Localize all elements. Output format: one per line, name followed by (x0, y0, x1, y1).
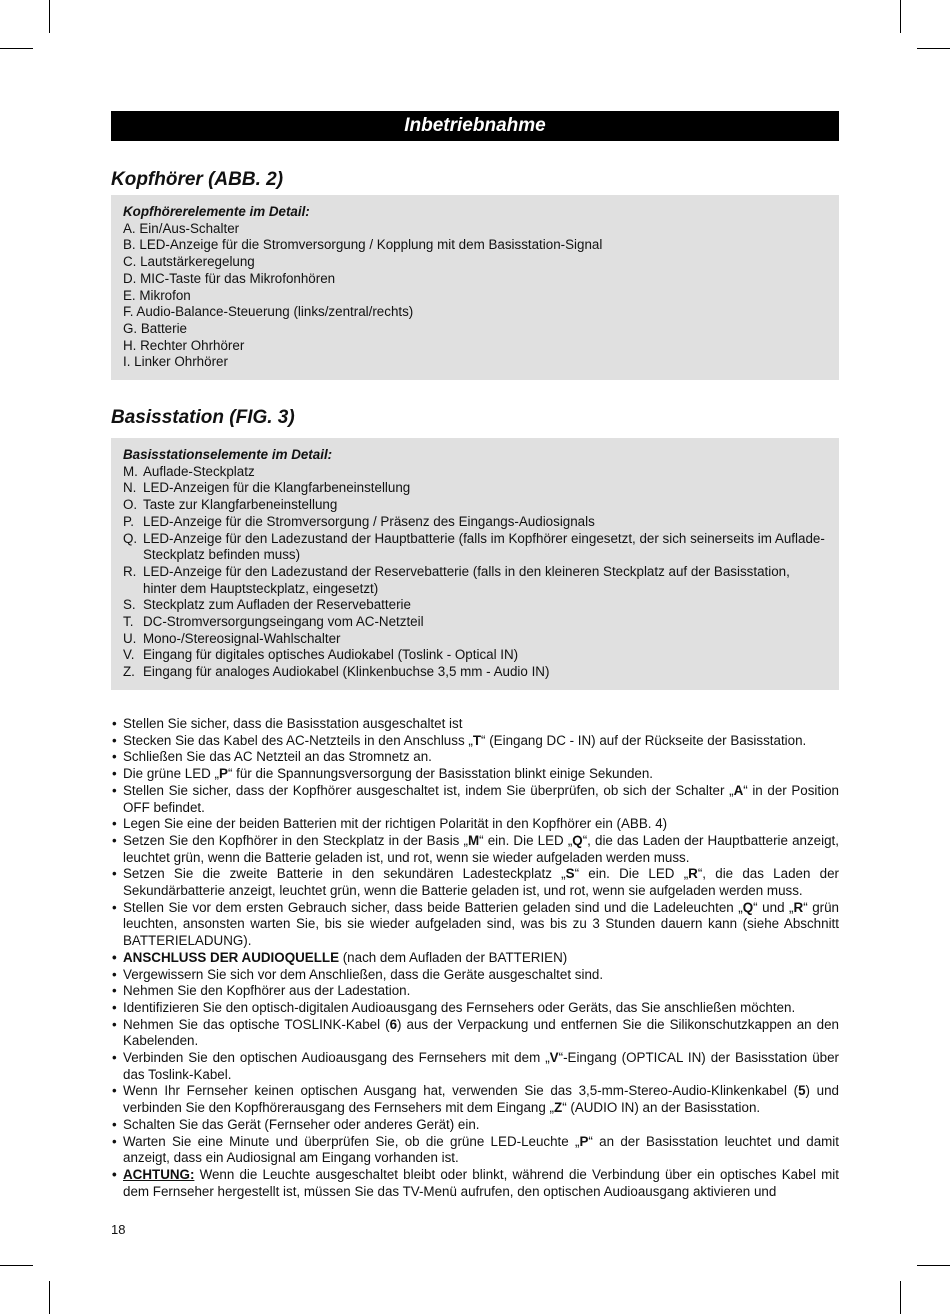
part-letter: M. (123, 463, 138, 479)
instruction-key: T (472, 732, 482, 748)
instruction-text: Wenn die Leuchte ausgeschaltet bleibt oder blinkt, während die Verbindung über ein optisches Kabel mit dem Fernseher hergestellt ist, müssen Sie das TV-Menü aufrufen, den optischen Audioausgang aktivieren und (123, 1166, 839, 1199)
instruction-text: “ ein. Die LED „ (479, 832, 573, 848)
instruction-item (111, 1083, 839, 1116)
base-station-title: Basisstation (FIG. 3) (111, 407, 295, 428)
warning-label: ACHTUNG: (123, 1166, 195, 1182)
base-station-part-item (123, 531, 827, 564)
instruction-text: Stellen Sie sicher, dass die Basisstation ausgeschaltet ist (123, 716, 463, 731)
part-text: Taste zur Klangfarbeneinstellung (143, 497, 338, 513)
instruction-text: Stellen Sie vor dem ersten Gebrauch sicher, dass beide Batterien geladen sind und die Ladeleuchten „ (123, 899, 743, 915)
instruction-item (111, 1117, 839, 1134)
instruction-key: 5 (798, 1083, 806, 1099)
instruction-item (111, 749, 839, 766)
instruction-text: ) aus der Verpackung und entfernen Sie die Silikonschutzkappen an den Kabelenden. (123, 1016, 839, 1049)
instruction-key: Q (742, 899, 754, 915)
instruction-text: “ (Eingang DC - IN) auf der Rückseite der Basisstation. (481, 732, 807, 748)
base-station-part-item (123, 597, 827, 614)
part-letter: N. (123, 480, 137, 496)
part-letter: V. (123, 647, 135, 663)
instruction-text: Stellen Sie sicher, dass der Kopfhörer ausgeschaltet ist, indem Sie überprüfen, ob sich der Schalter „ (123, 782, 734, 798)
base-station-part-item (123, 514, 827, 531)
base-station-part-item (123, 564, 827, 597)
headphones-part-item: B. LED-Anzeige für die Stromversorgung / Kopplung mit dem Basisstation-Signal (123, 237, 603, 253)
part-text: Steckplatz zum Aufladen der Reservebatterie (143, 597, 411, 613)
part-text: Mono-/Stereosignal-Wahlschalter (143, 630, 341, 646)
instruction-key: Q (572, 832, 583, 848)
instruction-text: Nehmen Sie das optische TOSLINK-Kabel ( (123, 1016, 390, 1032)
base-station-part-item (123, 464, 827, 481)
instruction-key: 6 (389, 1016, 398, 1032)
headphones-parts-heading: Kopfhörerelemente im Detail: (123, 204, 310, 219)
part-letter: S. (123, 597, 136, 613)
part-letter: P. (123, 513, 134, 529)
instruction-text: Legen Sie eine der beiden Batterien mit der richtigen Polarität in den Kopfhörer ein (ABB. 4) (123, 816, 668, 832)
base-station-part-item (123, 497, 827, 514)
instruction-item (111, 900, 839, 950)
base-station-parts-heading: Basisstationselemente im Detail: (123, 447, 333, 462)
instruction-text: Nehmen Sie den Kopfhörer aus der Ladestation. (123, 983, 411, 999)
instruction-text: “, die das Laden der Sekundärbatterie anzeigt, leuchtet grün, wenn die Batterie geladen ist, und rot, wenn sie aufgeladen werden muss. (123, 866, 840, 899)
instruction-item (111, 1134, 839, 1167)
crop-mark (917, 48, 950, 49)
instruction-text: Setzen Sie die zweite Batterie in den sekundären Ladesteckplatz „ (123, 866, 566, 882)
instruction-item (111, 1017, 839, 1050)
instruction-key: P (579, 1133, 589, 1149)
base-station-part-item (123, 647, 827, 664)
section-banner: Inbetriebnahme (111, 111, 839, 141)
part-letter: Z. (123, 664, 135, 680)
base-station-parts-box (111, 438, 839, 690)
instruction-text: ) und verbinden Sie den Kopfhörerausgang des Fernsehers mit dem Eingang „ (123, 1083, 839, 1116)
headphones-title: Kopfhörer (ABB. 2) (111, 169, 284, 190)
instruction-text: Stecken Sie das Kabel des AC-Netzteils in den Anschluss „ (123, 732, 473, 748)
instruction-text: Vergewissern Sie sich vor dem Anschließen, dass die Geräte ausgeschaltet sind. (123, 966, 604, 982)
headphones-part-item: E. Mikrofon (123, 287, 191, 303)
part-text: LED-Anzeige für die Stromversorgung / Präsenz des Eingangs-Audiosignals (143, 513, 595, 529)
instruction-text: (nach dem Aufladen der BATTERIEN) (339, 949, 568, 965)
instruction-key: A (733, 782, 744, 798)
part-letter: Q. (123, 530, 138, 546)
crop-mark (917, 1265, 950, 1266)
crop-mark (49, 1281, 50, 1314)
headphones-part-item: C. Lautstärkeregelung (123, 254, 255, 270)
instruction-heading: ANSCHLUSS DER AUDIOQUELLE (123, 949, 339, 965)
instruction-text: “ grün leuchten, ansonsten warten Sie, bis sie wieder aufgeladen sind, was bis zu 3 Stunden dauern kann (siehe Abschnitt BATTERIELADUNG). (123, 899, 839, 949)
instruction-item (111, 983, 839, 1000)
instruction-text: Schalten Sie das Gerät (Fernseher oder anderes Gerät) ein. (123, 1116, 480, 1132)
instruction-text: Setzen Sie den Kopfhörer in den Steckplatz in der Basis „ (123, 832, 468, 848)
crop-mark (900, 0, 901, 33)
part-letter: O. (123, 497, 138, 513)
instruction-text: Warten Sie eine Minute und überprüfen Sie, ob die grüne LED-Leuchte „ (123, 1133, 580, 1149)
instruction-text: “ für die Spannungsversorgung der Basisstation blinkt einige Sekunden. (227, 766, 654, 782)
instruction-text: “ an der Basisstation leuchtet und damit anzeigt, dass ein Audiosignal am Eingang vorhanden ist. (123, 1133, 839, 1166)
instruction-text: Wenn Ihr Fernseher keinen optischen Ausgang hat, verwenden Sie das 3,5-mm-Stereo-Audio-Klinkenkabel ( (123, 1083, 799, 1099)
page-number: 18 (111, 1222, 126, 1237)
instruction-item (111, 950, 839, 967)
instruction-key: S (565, 866, 575, 882)
instruction-text: “, die das Laden der Hauptbatterie anzeigt, leuchtet grün, wenn die Batterie geladen ist, und rot, wenn sie wieder aufgeladen werden muss. (123, 832, 839, 865)
crop-mark (0, 1265, 33, 1266)
instruction-key: V (549, 1050, 559, 1066)
instruction-text: Schließen Sie das AC Netzteil an das Stromnetz an. (123, 749, 432, 765)
headphones-part-item: F. Audio-Balance-Steuerung (links/zentral/rechts) (123, 304, 414, 320)
part-letter: R. (123, 563, 137, 579)
base-station-part-item (123, 631, 827, 648)
instruction-key: M (467, 832, 480, 848)
part-text: Auflade-Steckplatz (143, 463, 255, 479)
instruction-text: “ (AUDIO IN) an der Basisstation. (562, 1100, 761, 1116)
part-letter: U. (123, 630, 137, 646)
crop-mark (900, 1281, 901, 1314)
crop-mark (49, 0, 50, 33)
instruction-item (111, 833, 839, 866)
instruction-text: Identifizieren Sie den optisch-digitalen Audioausgang des Fernsehers oder Geräts, das Sie anschließen möchten. (123, 999, 796, 1015)
instruction-text: “ und „ (753, 899, 794, 915)
instruction-text: Verbinden Sie den optischen Audioausgang des Fernsehers mit dem „ (123, 1050, 550, 1066)
part-text: LED-Anzeige für den Ladezustand der Hauptbatterie (falls im Kopfhörer eingesetzt, der sich seinerseits im Auflade-Steckplatz befinden muss) (143, 530, 825, 563)
crop-mark (0, 48, 33, 49)
instruction-key: R (793, 899, 804, 915)
instruction-text: “ in der Position OFF befindet. (123, 782, 839, 815)
part-letter: T. (123, 614, 134, 630)
instruction-key: R (688, 866, 698, 882)
headphones-part-item: I. Linker Ohrhörer (123, 354, 228, 370)
instruction-item (111, 766, 839, 783)
instruction-item (111, 783, 839, 816)
instruction-key: P (219, 766, 228, 782)
setup-instructions-list (111, 716, 839, 1200)
instruction-text: Die grüne LED „ (123, 766, 220, 782)
part-text: LED-Anzeigen für die Klangfarbeneinstellung (143, 480, 411, 496)
instruction-item (111, 733, 839, 750)
headphones-part-item: G. Batterie (123, 320, 188, 336)
instruction-item (111, 816, 839, 833)
headphones-part-item: D. MIC-Taste für das Mikrofonhören (123, 270, 336, 286)
part-text: DC-Stromversorgungseingang vom AC-Netzteil (143, 614, 424, 630)
base-station-part-item (123, 614, 827, 631)
headphones-part-item: A. Ein/Aus-Schalter (123, 220, 240, 236)
headphones-parts-box (111, 195, 839, 380)
base-station-part-item (123, 664, 827, 681)
instruction-item (111, 716, 839, 733)
base-station-part-item (123, 480, 827, 497)
instruction-item (111, 1167, 839, 1200)
instruction-item (111, 1050, 839, 1083)
instruction-text: “-Eingang (OPTICAL IN) der Basisstation über das Toslink-Kabel. (123, 1050, 840, 1082)
instruction-item (111, 967, 839, 984)
part-text: Eingang für digitales optisches Audiokabel (Toslink - Optical IN) (143, 647, 519, 663)
instruction-text: “ ein. Die LED „ (574, 866, 689, 882)
part-text: Eingang für analoges Audiokabel (Klinkenbuchse 3,5 mm - Audio IN) (143, 664, 550, 680)
instruction-item (111, 866, 839, 899)
instruction-item (111, 1000, 839, 1017)
instruction-key: Z (554, 1100, 563, 1116)
part-text: LED-Anzeige für den Ladezustand der Reservebatterie (falls in den kleineren Steckplatz auf der Basisstation, hinter dem Hauptsteckplatz, eingesetzt) (143, 563, 790, 596)
headphones-part-item: H. Rechter Ohrhörer (123, 337, 245, 353)
